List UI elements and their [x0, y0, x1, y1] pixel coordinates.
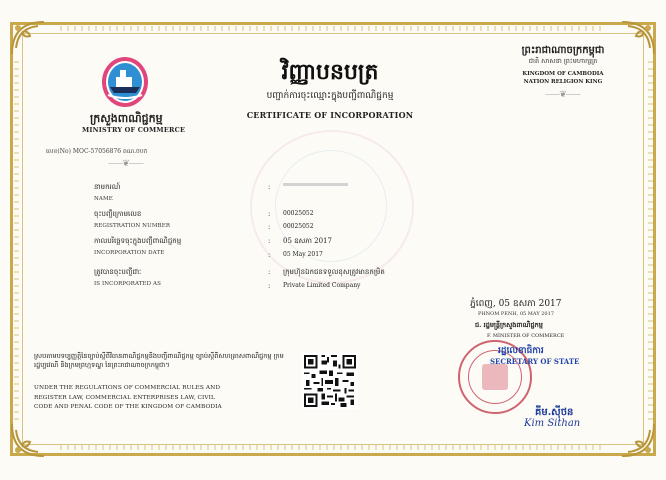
incorporation-date-value: 05 May 2017: [283, 251, 323, 258]
legal-basis-khmer: ស្របតាមបទប្បញ្ញត្តិនៃច្បាប់ស្តីពីវិធានពាណិជ្ជកម្មនិងបញ្ជីពាណិជ្ជកម្ម ច្បាប់ស្តីពីសហគ្រាសពាណិជ្ជកម្ម ក្រមរដ្ឋប្បវេណី និងក្រមព្រហ្មទណ្ឌ នៃព្រះរាជាណាចក្រកម្ពុជា។: [34, 352, 284, 369]
field-incorporation-date: [94, 237, 181, 256]
corner-ornament-icon: [618, 18, 658, 58]
qr-code-icon: [302, 352, 358, 410]
border-pattern-right: [648, 60, 653, 420]
registration-number-value: 00025052: [283, 223, 314, 230]
field-label-english: REGISTRATION NUMBER: [94, 223, 171, 229]
field-separator: :: [268, 237, 271, 245]
field-incorporated-as: [94, 268, 161, 287]
on-behalf-english: F. MINISTER OF COMMERCE: [487, 333, 565, 339]
border-pattern-left: [14, 60, 19, 420]
divider-ornament-icon: ⸺❦⸺: [545, 90, 580, 100]
kingdom-name-english: KINGDOM OF CAMBODIA: [522, 71, 604, 77]
field-name: [94, 183, 120, 202]
ministry-name-english: MINISTRY OF COMMERCE: [82, 126, 186, 134]
field-label-khmer: ត្រូវបានចុះបញ្ជីជាៈ: [94, 268, 142, 276]
border-pattern-bottom: [60, 445, 606, 450]
reference-number: លេខ(No) MOC-57056876 ពណ.ចបក: [46, 148, 148, 155]
position-english: SECRETARY OF STATE: [490, 357, 580, 366]
signer-name-khmer: គីម.ស៊ីថន: [535, 407, 574, 418]
field-separator: :: [268, 210, 271, 218]
on-behalf-khmer: ជ. រដ្ឋមន្ត្រីក្រសួងពាណិជ្ជកម្ម: [475, 321, 543, 329]
field-separator: :: [268, 223, 271, 231]
legal-basis-english: [34, 384, 294, 413]
field-label-khmer: កាលបរិច្ឆេទចុះក្នុងបញ្ជីពាណិជ្ជកម្ម: [94, 237, 182, 245]
legal-basis-line: CODE AND PENAL CODE OF THE KINGDOM OF CAMBODIA: [34, 404, 222, 410]
field-label-khmer: នាមករណ៍: [94, 183, 121, 191]
incorporated-as-value-khmer: ក្រុមហ៊ុនឯកជនទទួលខុសត្រូវមានកម្រិត: [283, 268, 385, 276]
field-separator: :: [268, 251, 271, 259]
field-registration-number: [94, 210, 170, 229]
signer-name-english: Kim Sithan: [524, 418, 581, 429]
divider-ornament-icon: ⸺❦⸺: [108, 159, 143, 169]
field-label-english: INCORPORATION DATE: [94, 250, 165, 256]
field-separator: :: [268, 183, 271, 191]
field-label-english: IS INCORPORATED AS: [94, 281, 161, 287]
registration-number-value-khmer: 00025052: [283, 210, 314, 217]
seal-center: [482, 364, 508, 390]
field-label-english: NAME: [94, 196, 113, 202]
corner-ornament-icon: [8, 18, 48, 58]
corner-ornament-icon: [618, 420, 658, 460]
legal-basis-line: REGISTER LAW, COMMERCIAL ENTERPRISES LAW, CIVIL: [34, 394, 216, 401]
ministry-logo-icon: [100, 55, 150, 109]
field-label-khmer: ចុះបញ្ជីក្រោមលេខ: [94, 210, 142, 218]
certificate-subtitle-khmer: បញ្ជាក់ការចុះឈ្មោះក្នុងបញ្ជីពាណិជ្ជកម្ម: [266, 91, 394, 101]
certificate-title-khmer: វិញ្ញាបនបត្រ: [281, 59, 379, 85]
incorporated-as-value: Private Limited Company: [283, 282, 361, 289]
position-khmer: រដ្ឋលេខាធិការ: [498, 346, 544, 356]
field-separator: :: [268, 268, 271, 276]
corner-ornament-icon: [8, 420, 48, 460]
ministry-name-khmer: ក្រសួងពាណិជ្ជកម្ម: [90, 112, 163, 125]
field-separator: :: [268, 282, 271, 290]
certificate-title-english: CERTIFICATE OF INCORPORATION: [246, 110, 414, 120]
kingdom-motto-khmer: ជាតិ សាសនា ព្រះមហាក្សត្រ: [528, 57, 598, 65]
issue-date-english: PHNOM PENH, 05 MAY 2017: [478, 311, 554, 317]
issue-date-khmer: ភ្នំពេញ, 05 ឧសភា 2017: [470, 299, 562, 309]
kingdom-name-khmer: ព្រះរាជាណាចក្រកម្ពុជា: [521, 45, 605, 56]
name-value-redacted: [283, 183, 348, 186]
kingdom-motto-english: NATION RELIGION KING: [523, 79, 603, 85]
border-pattern-top: [60, 26, 606, 31]
incorporation-date-value-khmer: 05 ឧសភា 2017: [283, 237, 332, 245]
legal-basis-line: UNDER THE REGULATIONS OF COMMERCIAL RULES AND: [34, 385, 221, 391]
